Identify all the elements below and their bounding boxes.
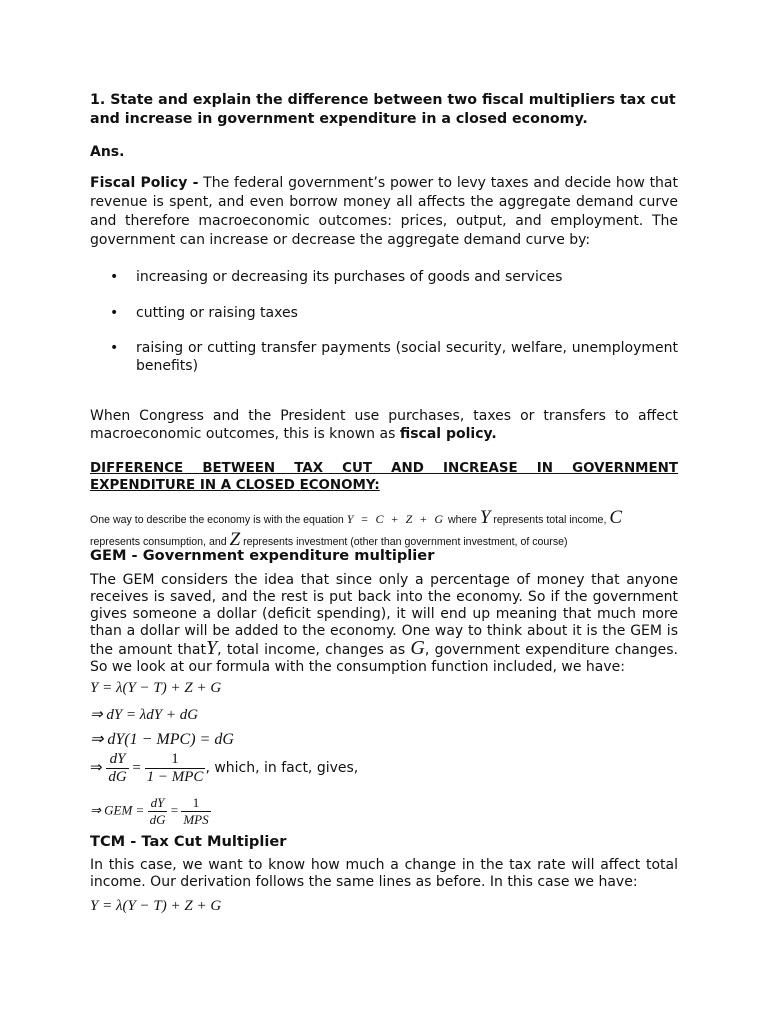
gem-text: The GEM considers the idea that since only a percentage of money that anyone receives is saved, and the rest is put back into the economy. So if the government gives someone a dollar (deficit spending), it will end up meaning that much more than a dollar will be added to the economy. One way to think about it is the GEM is the amount that — [90, 572, 678, 658]
numerator: 1 — [192, 795, 200, 810]
list-item-text: increasing or decreasing its purchases of goods and services — [136, 269, 563, 285]
fraction — [181, 795, 210, 828]
equation-1: Y = λ(Y − T) + Z + G — [90, 680, 222, 696]
congress-text: When Congress and the President use purchases, taxes or transfers to affect macroeconomic outcomes, this is known as — [90, 408, 678, 442]
gem-lhs: ⇒ GEM = — [90, 802, 145, 818]
var-y: Y — [479, 507, 491, 528]
section-heading-line1: DIFFERENCE BETWEEN TAX CUT AND INCREASE IN GOVERNMENT — [90, 461, 678, 476]
fiscal-policy-term: Fiscal Policy - — [90, 175, 199, 191]
intro-text: represents total income, — [490, 514, 610, 526]
list-item-text: cutting or raising taxes — [136, 305, 298, 321]
tcm-paragraph: In this case, we want to know how much a change in the tax rate will affect total income. Our derivation follows the same lines as before. In this case we have: — [90, 857, 678, 890]
equation-2: ⇒ dY = λdY + dG — [90, 707, 199, 723]
bullet-icon: • — [110, 269, 119, 285]
denominator: 1 − MPC — [146, 769, 204, 785]
gem-text: , government expenditure changes. So we look at our formula with the consumption function included, we have: — [90, 642, 679, 675]
equation-6: Y = λ(Y − T) + Z + G — [90, 898, 222, 914]
equation-3: ⇒ dY(1 − MPC) = dG — [90, 731, 234, 748]
fraction — [145, 751, 206, 786]
intro-text: One way to describe the economy is with the equation — [90, 514, 347, 526]
var-z: Z — [229, 529, 241, 550]
equation-intro — [90, 508, 678, 552]
numerator: dY — [150, 795, 165, 810]
equals-sign: = — [132, 759, 141, 776]
list-item — [110, 268, 678, 288]
congress-paragraph — [90, 407, 678, 443]
denominator: dG — [108, 769, 127, 785]
fiscal-policy-paragraph — [90, 174, 678, 250]
tcm-heading: TCM - Tax Cut Multiplier — [90, 833, 287, 850]
denominator: dG — [149, 812, 166, 827]
fraction — [148, 795, 168, 828]
equation-tail-text: , which, in fact, gives, — [205, 759, 359, 776]
question-heading: 1. State and explain the difference between two fiscal multipliers tax cut and increase in government expenditure in a closed economy. — [90, 92, 676, 127]
var-g: G — [410, 637, 425, 659]
denominator: MPS — [183, 812, 209, 827]
answer-label: Ans. — [90, 144, 125, 160]
numerator: dY — [109, 751, 126, 767]
intro-text: represents investment (other than government investment, of course) — [240, 536, 568, 548]
inline-equation: Y = C + Z + G — [346, 512, 446, 526]
gem-paragraph — [90, 572, 678, 676]
fiscal-policy-text: The federal government’s power to levy taxes and decide how that revenue is spent, and even borrow money all affects the aggregate demand curve and therefore macroeconomic outcomes: prices, output, and employment. The government can increase or decrease the aggregate demand curve by: — [90, 175, 678, 248]
equation-5 — [90, 795, 678, 828]
fiscal-policy-bold: fiscal policy. — [399, 426, 497, 442]
section-heading-line2: EXPENDITURE IN A CLOSED ECONOMY: — [90, 478, 380, 493]
fraction — [106, 751, 128, 786]
var-c: C — [609, 507, 623, 528]
gem-heading: GEM - Government expenditure multiplier — [90, 547, 435, 564]
equals-sign: = — [170, 802, 179, 818]
numerator: 1 — [171, 751, 179, 767]
var-y: Y — [206, 637, 218, 659]
gem-text: , total income, changes as — [217, 642, 411, 658]
bullet-icon: • — [110, 340, 119, 356]
list-item — [110, 304, 678, 324]
equation-4 — [90, 751, 678, 786]
intro-text: where — [445, 514, 480, 526]
implies-arrow: ⇒ — [90, 759, 103, 776]
intro-text: represents consumption, and — [90, 536, 230, 548]
list-item-text: raising or cutting transfer payments (social security, welfare, unemployment benefits) — [136, 340, 678, 374]
bullet-icon: • — [110, 305, 119, 321]
list-item — [110, 339, 678, 379]
